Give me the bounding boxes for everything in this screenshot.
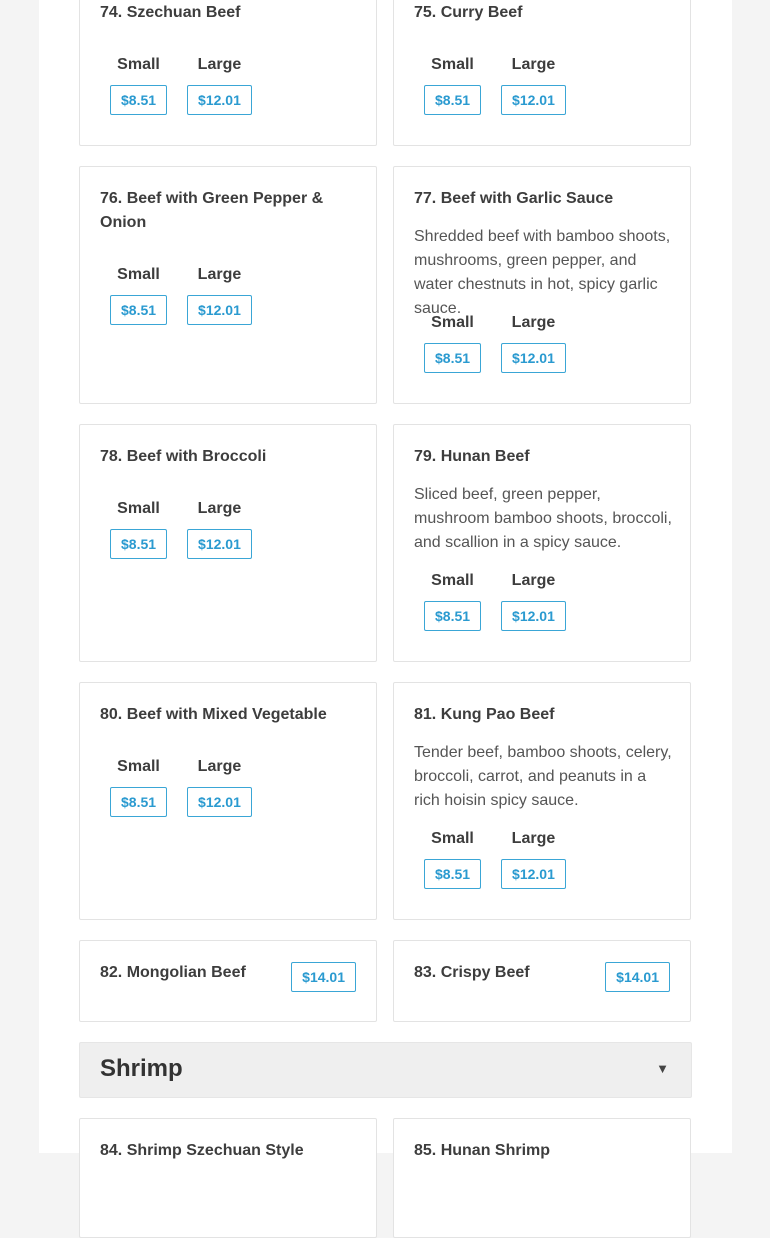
price-small-button[interactable]: $8.51 [424, 343, 481, 373]
price-large-button[interactable]: $12.01 [501, 601, 566, 631]
price-large-button[interactable]: $12.01 [501, 859, 566, 889]
price-large-button[interactable]: $12.01 [187, 295, 252, 325]
size-label-small: Small [431, 830, 474, 847]
item-description: Tender beef, bamboo shoots, celery, broccoli, carrot, and peanuts in a rich hoisin spicy sauce. [414, 744, 672, 809]
menu-item-card [393, 424, 691, 662]
price-small-button[interactable]: $8.51 [424, 859, 481, 889]
price-small-button[interactable]: $8.51 [424, 85, 481, 115]
price-small-button[interactable]: $8.51 [110, 529, 167, 559]
price-small-button[interactable]: $8.51 [424, 601, 481, 631]
size-label-large: Large [511, 56, 556, 73]
chevron-down-icon: ▼ [656, 1061, 669, 1076]
section-header-shrimp[interactable] [79, 1042, 692, 1098]
price-large-button[interactable]: $12.01 [187, 85, 252, 115]
size-options [110, 499, 252, 559]
menu-item-card [79, 424, 377, 662]
item-name: 76. Beef with Green Pepper & Onion [100, 190, 324, 231]
menu-item-card [79, 1118, 377, 1238]
size-label-large: Large [197, 56, 242, 73]
menu-item-card [393, 1118, 691, 1238]
size-options [110, 265, 252, 325]
item-name: 77. Beef with Garlic Sauce [414, 190, 614, 207]
size-label-large: Large [511, 830, 556, 847]
price-small-button[interactable]: $8.51 [110, 85, 167, 115]
item-name: 74. Szechuan Beef [100, 4, 241, 21]
size-options [424, 55, 566, 115]
item-name: 82. Mongolian Beef [100, 964, 246, 981]
menu-item-card [79, 940, 377, 1022]
size-label-large: Large [511, 572, 556, 589]
price-button[interactable]: $14.01 [291, 962, 356, 992]
item-name: 81. Kung Pao Beef [414, 706, 555, 723]
item-description: Shredded beef with bamboo shoots, mushrooms, green pepper, and water chestnuts in hot, spicy garlic sauce. [414, 228, 671, 317]
item-name: 78. Beef with Broccoli [100, 448, 267, 465]
size-options [424, 313, 566, 373]
price-button[interactable]: $14.01 [605, 962, 670, 992]
size-label-small: Small [117, 56, 160, 73]
size-options [110, 55, 252, 115]
size-label-small: Small [117, 266, 160, 283]
size-options [110, 757, 252, 817]
item-name: 83. Crispy Beef [414, 964, 530, 981]
item-name: 79. Hunan Beef [414, 448, 530, 465]
menu-item-card [393, 682, 691, 920]
menu-item-card [79, 682, 377, 920]
item-name: 85. Hunan Shrimp [414, 1142, 551, 1159]
price-large-button[interactable]: $12.01 [501, 343, 566, 373]
item-name: 80. Beef with Mixed Vegetable [100, 706, 327, 723]
size-label-large: Large [197, 266, 242, 283]
menu-item-card [393, 940, 691, 1022]
menu-item-card [79, 166, 377, 404]
size-options [424, 571, 566, 631]
size-label-large: Large [197, 500, 242, 517]
size-label-small: Small [431, 572, 474, 589]
size-label-small: Small [117, 500, 160, 517]
size-label-small: Small [431, 56, 474, 73]
price-large-button[interactable]: $12.01 [187, 529, 252, 559]
section-title: Shrimp [100, 1055, 183, 1082]
price-small-button[interactable]: $8.51 [110, 787, 167, 817]
price-large-button[interactable]: $12.01 [187, 787, 252, 817]
size-label-large: Large [197, 758, 242, 775]
menu-item-card [79, 0, 377, 146]
item-description: Sliced beef, green pepper, mushroom bamboo shoots, broccoli, and scallion in a spicy sauce. [414, 486, 672, 551]
price-small-button[interactable]: $8.51 [110, 295, 167, 325]
item-name: 84. Shrimp Szechuan Style [100, 1142, 304, 1159]
size-label-small: Small [431, 314, 474, 331]
size-label-large: Large [511, 314, 556, 331]
size-label-small: Small [117, 758, 160, 775]
menu-item-card [393, 0, 691, 146]
price-large-button[interactable]: $12.01 [501, 85, 566, 115]
size-options [424, 829, 566, 889]
item-name: 75. Curry Beef [414, 4, 523, 21]
menu-item-card [393, 166, 691, 404]
